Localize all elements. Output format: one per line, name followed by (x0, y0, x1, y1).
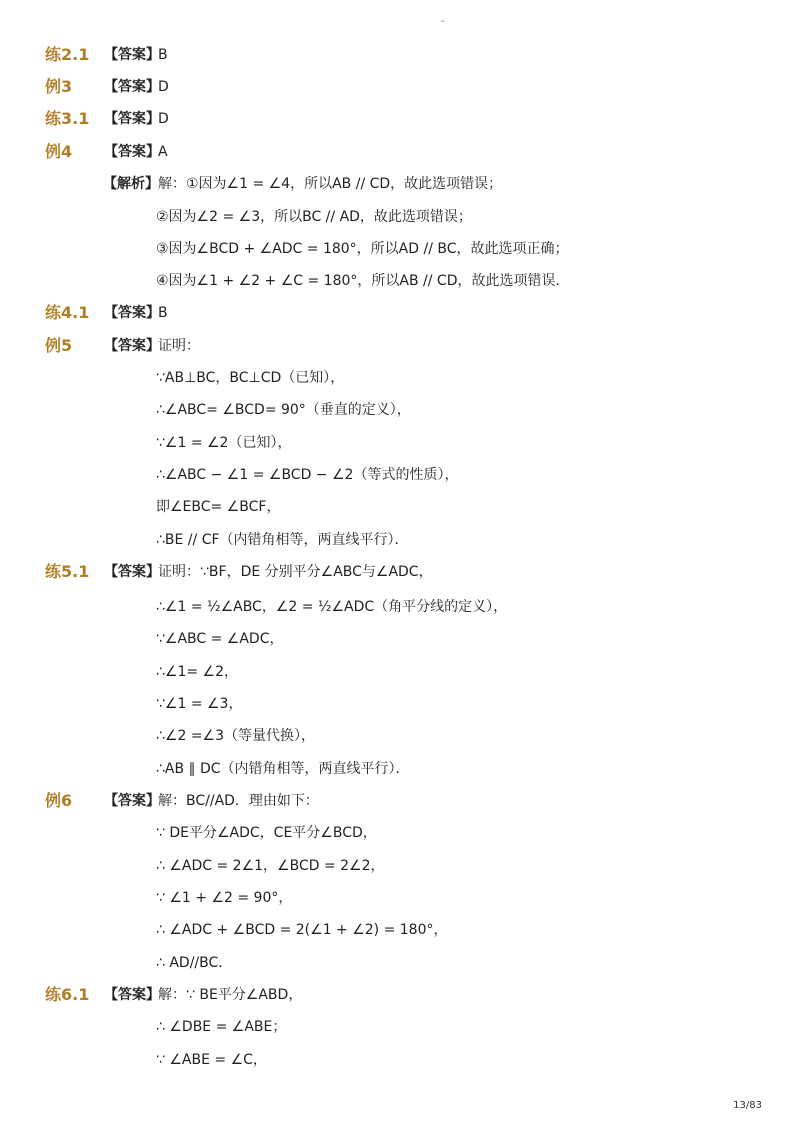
solution-line: ∵ ∠ABE = ∠C， (156, 1052, 267, 1068)
solution-row (0, 206, 800, 228)
answer-text: A (158, 144, 168, 160)
solution-line: ∴∠ABC − ∠1 = ∠BCD − ∠2（等式的性质）， (156, 467, 459, 483)
solution-row (0, 367, 800, 389)
solution-row (0, 238, 800, 260)
solution-row (0, 855, 800, 877)
solution-line: ∴ ∠DBE = ∠ABE； (156, 1019, 287, 1035)
analysis-row (0, 173, 800, 195)
solution-row (0, 596, 800, 618)
answer-row (0, 141, 800, 163)
page-number: 13/83 (733, 1100, 762, 1111)
answer-tag: 【答案】 (104, 47, 160, 63)
solution-row (0, 464, 800, 486)
solution-row (0, 952, 800, 974)
answer-tag: 【答案】 (104, 338, 160, 354)
answer-text: 解：BC//AD．理由如下： (158, 793, 319, 809)
solution-row (0, 661, 800, 683)
item-label: 练4.1 (45, 303, 90, 322)
item-label: 例4 (45, 142, 73, 161)
solution-row (0, 822, 800, 844)
solution-line: ∴ ∠ADC + ∠BCD = 2(∠1 + ∠2) = 180°， (156, 922, 448, 938)
solution-row (0, 887, 800, 909)
answer-tag: 【答案】 (104, 111, 160, 127)
solution-line: ∵∠ABC = ∠ADC， (156, 631, 284, 647)
solution-line: ∴∠ABC= ∠BCD= 90°（垂直的定义）， (156, 402, 411, 418)
solution-row (0, 1016, 800, 1038)
solution-line: ④因为∠1 + ∠2 + ∠C = 180°，所以AB // CD，故此选项错误． (156, 273, 570, 289)
solution-line: ∵∠1 = ∠2（已知）， (156, 435, 292, 451)
solution-line: ∴∠2 =∠3（等量代换）， (156, 728, 316, 744)
solution-line: ∴ AD//BC． (156, 955, 233, 971)
item-label: 练3.1 (45, 109, 90, 128)
solution-line: 解：①因为∠1 = ∠4，所以AB // CD，故此选项错误； (158, 176, 503, 192)
solution-line: ∴ ∠ADC = 2∠1，∠BCD = 2∠2， (156, 858, 385, 874)
answer-row (0, 76, 800, 98)
answer-row (0, 302, 800, 324)
answer-tag: 【答案】 (104, 564, 160, 580)
solution-row (0, 496, 800, 518)
answer-text: D (158, 111, 169, 127)
answer-tag: 【答案】 (104, 793, 160, 809)
answer-text: 证明： (158, 338, 200, 354)
answer-text: 证明：∵BF，DE 分别平分∠ABC与∠ADC， (158, 564, 433, 580)
item-label: 例6 (45, 791, 73, 810)
answer-row (0, 561, 800, 583)
solution-line: 即∠EBC= ∠BCF， (156, 499, 281, 515)
solution-line: ∵∠1 = ∠3， (156, 696, 243, 712)
solution-row (0, 725, 800, 747)
answer-text: 解：∵ BE平分∠ABD， (158, 987, 303, 1003)
answer-row (0, 44, 800, 66)
item-label: 例3 (45, 77, 73, 96)
solution-row (0, 693, 800, 715)
answer-text: D (158, 79, 169, 95)
solution-row (0, 628, 800, 650)
solution-line: ∵AB⊥BC，BC⊥CD（已知）， (156, 370, 345, 386)
answer-row (0, 790, 800, 812)
item-label: 例5 (45, 336, 73, 355)
answer-tag: 【答案】 (104, 144, 160, 160)
solution-line: ③因为∠BCD + ∠ADC = 180°，所以AD // BC，故此选项正确； (156, 241, 569, 257)
solution-line: ∴∠1= ∠2， (156, 664, 239, 680)
solution-row (0, 1049, 800, 1071)
solution-row (0, 270, 800, 292)
solution-line: ∴∠1 = ½∠ABC，∠2 = ½∠ADC（角平分线的定义）， (156, 599, 508, 615)
solution-row (0, 919, 800, 941)
solution-line: ②因为∠2 = ∠3，所以BC // AD，故此选项错误； (156, 209, 472, 225)
solution-row (0, 399, 800, 421)
solution-line: ∵ ∠1 + ∠2 = 90°， (156, 890, 293, 906)
solution-row (0, 529, 800, 551)
answer-tag: 【答案】 (104, 987, 160, 1003)
item-label: 练2.1 (45, 45, 90, 64)
answer-tag: 【答案】 (104, 79, 160, 95)
solution-line: ∴AB ∥ DC（内错角相等，两直线平行）． (156, 761, 410, 777)
answer-text: B (158, 305, 168, 321)
solution-line: ∴BE // CF（内错角相等，两直线平行）． (156, 532, 409, 548)
answer-text: B (158, 47, 168, 63)
answer-row (0, 108, 800, 130)
header-mark: - (441, 16, 445, 27)
answer-row (0, 984, 800, 1006)
solution-row (0, 758, 800, 780)
answer-tag: 【答案】 (104, 305, 160, 321)
analysis-tag: 【解析】 (103, 176, 159, 192)
item-label: 练6.1 (45, 985, 90, 1004)
solution-line: ∵ DE平分∠ADC，CE平分∠BCD， (156, 825, 377, 841)
answer-row (0, 335, 800, 357)
item-label: 练5.1 (45, 562, 90, 581)
solution-row (0, 432, 800, 454)
